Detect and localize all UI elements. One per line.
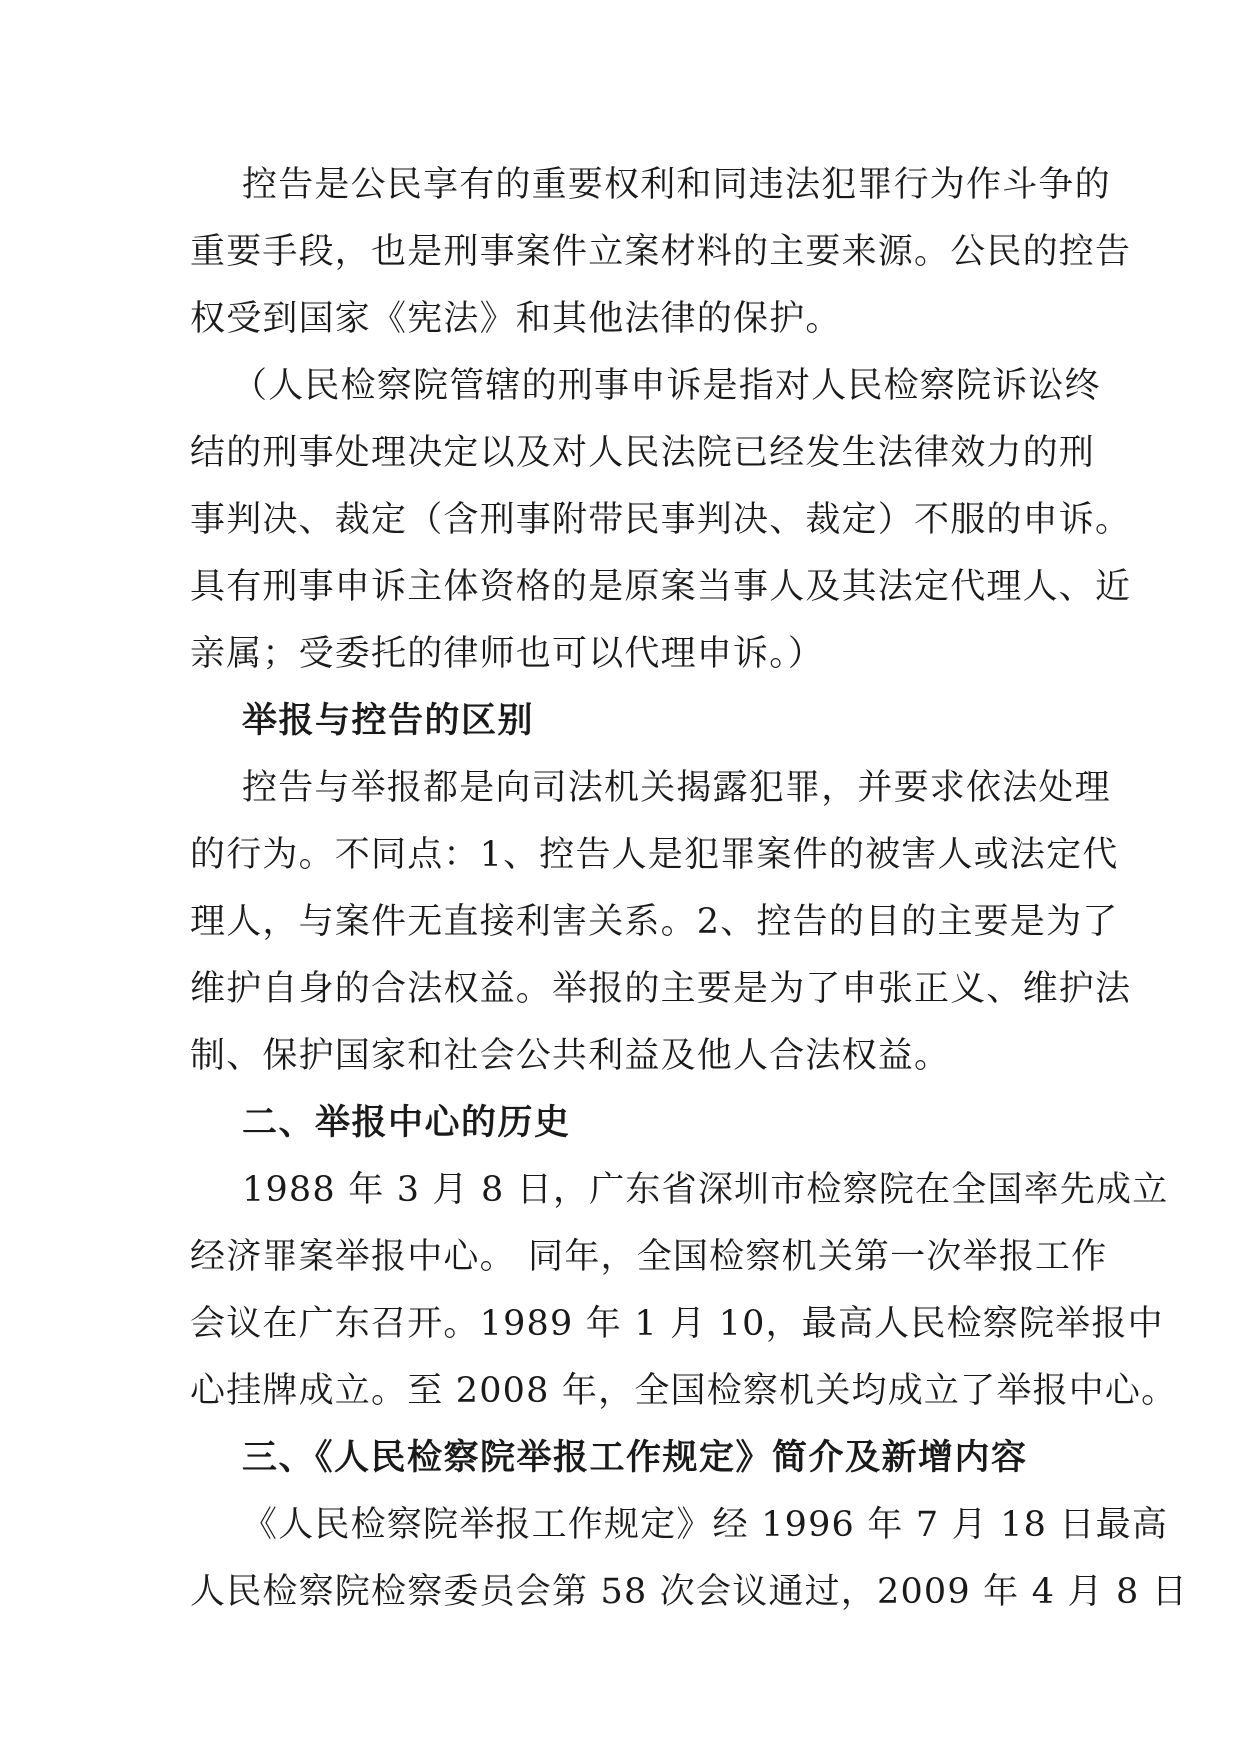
- paragraph-regulations-intro: [190, 1492, 1189, 1626]
- paragraph-report-center-history: [190, 1157, 1178, 1425]
- paragraph-report-vs-complaint: [190, 755, 1132, 1090]
- section-heading-report-center-history: 二、举报中心的历史: [242, 1103, 571, 1143]
- section-heading-regulations-intro: 三、《人民检察院举报工作规定》简介及新增内容: [242, 1438, 1028, 1478]
- text-line: 1988 年 3 月 8 日，广东省深圳市检察院在全国率先成立: [242, 1170, 1169, 1210]
- text-line: 权受到国家《宪法》和其他法律的保护。: [190, 299, 842, 339]
- section-heading-report-vs-complaint: 举报与控告的区别: [242, 701, 535, 741]
- text-line: 会议在广东召开。1989 年 1 月 10，最高人民检察院举报中: [190, 1304, 1164, 1344]
- text-line: 《人民检察院举报工作规定》经 1996 年 7 月 18 日最高: [242, 1505, 1169, 1545]
- text-line: 制、保护国家和社会公共利益及他人合法权益。: [190, 1036, 951, 1076]
- text-line: 结的刑事处理决定以及对人民法院已经发生法律效力的刑: [190, 433, 1096, 473]
- text-line: （人民检察院管辖的刑事申诉是指对人民检察院诉讼终: [232, 366, 1101, 406]
- document-body: [190, 152, 1189, 1626]
- text-line: 人民检察院检察委员会第 58 次会议通过，2009 年 4 月 8 日: [190, 1572, 1189, 1612]
- text-line: 亲属；受委托的律师也可以代理申诉。）: [190, 634, 825, 674]
- text-line: 心挂牌成立。至 2008 年，全国检察机关均成立了举报中心。: [190, 1371, 1178, 1411]
- text-line: 控告与举报都是向司法机关揭露犯罪，并要求依法处理: [242, 768, 1111, 808]
- text-line: 的行为。不同点：1、控告人是犯罪案件的被害人或法定代: [190, 835, 1119, 875]
- text-line: 经济罪案举报中心。 同年，全国检察机关第一次举报工作: [190, 1237, 1108, 1277]
- text-line: 维护自身的合法权益。举报的主要是为了申张正义、维护法: [190, 969, 1132, 1009]
- text-line: 重要手段，也是刑事案件立案材料的主要来源。公民的控告: [190, 232, 1132, 272]
- paragraph-complaint-right: [190, 152, 1132, 353]
- text-line: 理人，与案件无直接利害关系。2、控告的目的主要是为了: [190, 902, 1119, 942]
- text-line: 事判决、裁定（含刑事附带民事判决、裁定）不服的申诉。: [190, 500, 1132, 540]
- text-line: 控告是公民享有的重要权利和同违法犯罪行为作斗争的: [242, 165, 1111, 205]
- paragraph-criminal-appeal-note: [190, 353, 1132, 688]
- text-line: 具有刑事申诉主体资格的是原案当事人及其法定代理人、近: [190, 567, 1132, 607]
